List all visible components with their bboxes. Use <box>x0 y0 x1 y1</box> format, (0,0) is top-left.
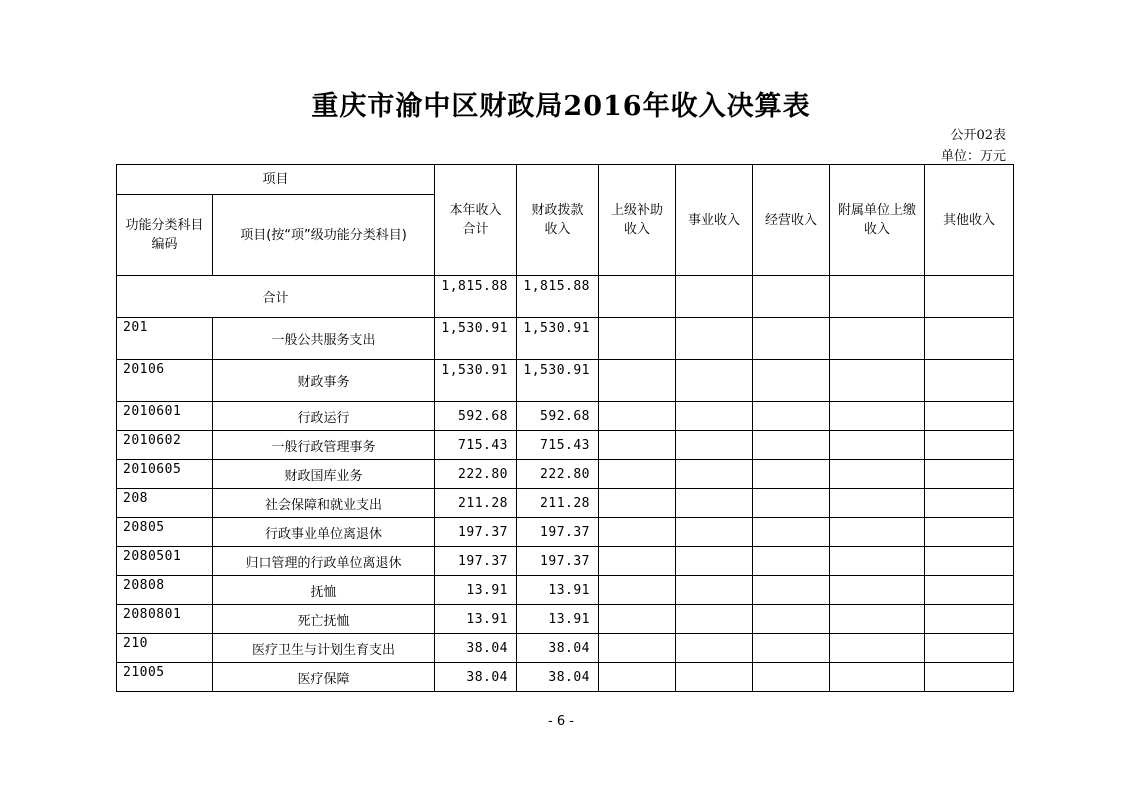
row-business-income <box>676 318 753 360</box>
row-name: 行政运行 <box>213 402 435 431</box>
row-code: 201 <box>117 318 213 360</box>
row-total-income: 1,530.91 <box>435 318 517 360</box>
table-row <box>117 431 1014 460</box>
row-total-income: 222.80 <box>435 460 517 489</box>
row-operating-income <box>753 663 830 692</box>
table-row <box>117 547 1014 576</box>
row-fiscal-allocation: 222.80 <box>517 460 599 489</box>
row-fiscal-allocation: 38.04 <box>517 663 599 692</box>
row-business-income <box>676 431 753 460</box>
row-other-income <box>925 318 1014 360</box>
row-total-income: 197.37 <box>435 518 517 547</box>
row-code: 20805 <box>117 518 213 547</box>
row-business-income <box>676 518 753 547</box>
row-other-income <box>925 402 1014 431</box>
row-affiliated-income <box>830 431 925 460</box>
page-title: 重庆市渝中区财政局2016年收入决算表 <box>311 91 811 122</box>
row-total-income: 1,530.91 <box>435 360 517 402</box>
row-other-income <box>925 663 1014 692</box>
row-fiscal-allocation: 211.28 <box>517 489 599 518</box>
header-affiliated-income: 附属单位上缴收入 <box>830 165 925 276</box>
table-row <box>117 489 1014 518</box>
row-affiliated-income <box>830 360 925 402</box>
table-row <box>117 518 1014 547</box>
header-superior-subsidy: 上级补助收入 <box>599 165 676 276</box>
row-operating-income <box>753 489 830 518</box>
row-affiliated-income <box>830 460 925 489</box>
row-business-income <box>676 605 753 634</box>
row-name: 财政国库业务 <box>213 460 435 489</box>
row-code: 2010601 <box>117 402 213 431</box>
row-fiscal-allocation: 13.91 <box>517 576 599 605</box>
row-fiscal-allocation: 715.43 <box>517 431 599 460</box>
row-code: 2010602 <box>117 431 213 460</box>
row-affiliated-income <box>830 634 925 663</box>
row-fiscal-allocation: 197.37 <box>517 547 599 576</box>
row-superior-subsidy <box>599 634 676 663</box>
row-fiscal-allocation: 1,530.91 <box>517 318 599 360</box>
row-code: 20106 <box>117 360 213 402</box>
row-affiliated-income <box>830 576 925 605</box>
row-affiliated-income <box>830 318 925 360</box>
header-fiscal-allocation: 财政拨款收入 <box>517 165 599 276</box>
table-row <box>117 634 1014 663</box>
row-superior-subsidy <box>599 489 676 518</box>
header-code: 功能分类科目编码 <box>117 195 213 276</box>
row-name: 医疗保障 <box>213 663 435 692</box>
form-number: 公开02表 <box>950 128 1006 143</box>
row-superior-subsidy <box>599 663 676 692</box>
row-superior-subsidy <box>599 547 676 576</box>
row-code: 210 <box>117 634 213 663</box>
row-superior-subsidy <box>599 360 676 402</box>
row-operating-income <box>753 460 830 489</box>
row-affiliated-income <box>830 518 925 547</box>
header-business-income: 事业收入 <box>676 165 753 276</box>
row-affiliated-income <box>830 663 925 692</box>
row-business-income <box>676 576 753 605</box>
total-income-value: 1,815.88 <box>435 276 517 318</box>
row-other-income <box>925 518 1014 547</box>
total-label: 合计 <box>117 276 435 318</box>
row-operating-income <box>753 360 830 402</box>
row-other-income <box>925 605 1014 634</box>
row-fiscal-allocation: 197.37 <box>517 518 599 547</box>
row-business-income <box>676 634 753 663</box>
row-name: 社会保障和就业支出 <box>213 489 435 518</box>
row-name: 医疗卫生与计划生育支出 <box>213 634 435 663</box>
row-other-income <box>925 431 1014 460</box>
header-item: 项目(按“项”级功能分类科目) <box>213 195 435 276</box>
row-operating-income <box>753 402 830 431</box>
row-name: 归口管理的行政单位离退休 <box>213 547 435 576</box>
row-operating-income <box>753 605 830 634</box>
row-code: 2010605 <box>117 460 213 489</box>
row-affiliated-income <box>830 547 925 576</box>
row-business-income <box>676 402 753 431</box>
row-name: 抚恤 <box>213 576 435 605</box>
row-other-income <box>925 576 1014 605</box>
row-affiliated-income <box>830 489 925 518</box>
header-other-income: 其他收入 <box>925 165 1014 276</box>
row-total-income: 38.04 <box>435 663 517 692</box>
row-fiscal-allocation: 1,530.91 <box>517 360 599 402</box>
income-table <box>116 164 1014 692</box>
row-business-income <box>676 460 753 489</box>
row-name: 行政事业单位离退休 <box>213 518 435 547</box>
table-row <box>117 576 1014 605</box>
row-operating-income <box>753 431 830 460</box>
row-total-income: 13.91 <box>435 576 517 605</box>
row-superior-subsidy <box>599 576 676 605</box>
row-affiliated-income <box>830 402 925 431</box>
row-other-income <box>925 634 1014 663</box>
unit-label: 单位：万元 <box>940 149 1006 164</box>
row-other-income <box>925 489 1014 518</box>
row-operating-income <box>753 576 830 605</box>
table-row <box>117 663 1014 692</box>
row-code: 20808 <box>117 576 213 605</box>
page-number: - 6 - <box>548 714 574 729</box>
row-fiscal-allocation: 592.68 <box>517 402 599 431</box>
row-name: 死亡抚恤 <box>213 605 435 634</box>
row-superior-subsidy <box>599 318 676 360</box>
row-total-income: 38.04 <box>435 634 517 663</box>
row-total-income: 13.91 <box>435 605 517 634</box>
table-row <box>117 318 1014 360</box>
row-business-income <box>676 360 753 402</box>
table-row <box>117 460 1014 489</box>
row-business-income <box>676 489 753 518</box>
row-code: 2080801 <box>117 605 213 634</box>
row-other-income <box>925 360 1014 402</box>
row-name: 一般行政管理事务 <box>213 431 435 460</box>
header-operating-income: 经营收入 <box>753 165 830 276</box>
row-operating-income <box>753 634 830 663</box>
row-total-income: 592.68 <box>435 402 517 431</box>
row-name: 财政事务 <box>213 360 435 402</box>
row-other-income <box>925 460 1014 489</box>
row-superior-subsidy <box>599 402 676 431</box>
row-total-income: 715.43 <box>435 431 517 460</box>
row-superior-subsidy <box>599 431 676 460</box>
table-row <box>117 360 1014 402</box>
total-fiscal-value: 1,815.88 <box>517 276 599 318</box>
row-other-income <box>925 547 1014 576</box>
row-fiscal-allocation: 38.04 <box>517 634 599 663</box>
row-superior-subsidy <box>599 460 676 489</box>
row-superior-subsidy <box>599 518 676 547</box>
row-code: 21005 <box>117 663 213 692</box>
table-row <box>117 605 1014 634</box>
table-row <box>117 402 1014 431</box>
header-project: 项目 <box>117 165 435 195</box>
row-fiscal-allocation: 13.91 <box>517 605 599 634</box>
row-superior-subsidy <box>599 605 676 634</box>
header-total-income: 本年收入合计 <box>435 165 517 276</box>
row-business-income <box>676 547 753 576</box>
row-code: 208 <box>117 489 213 518</box>
row-operating-income <box>753 547 830 576</box>
row-affiliated-income <box>830 605 925 634</box>
row-code: 2080501 <box>117 547 213 576</box>
row-total-income: 211.28 <box>435 489 517 518</box>
row-operating-income <box>753 518 830 547</box>
row-name: 一般公共服务支出 <box>213 318 435 360</box>
row-total-income: 197.37 <box>435 547 517 576</box>
row-business-income <box>676 663 753 692</box>
row-operating-income <box>753 318 830 360</box>
